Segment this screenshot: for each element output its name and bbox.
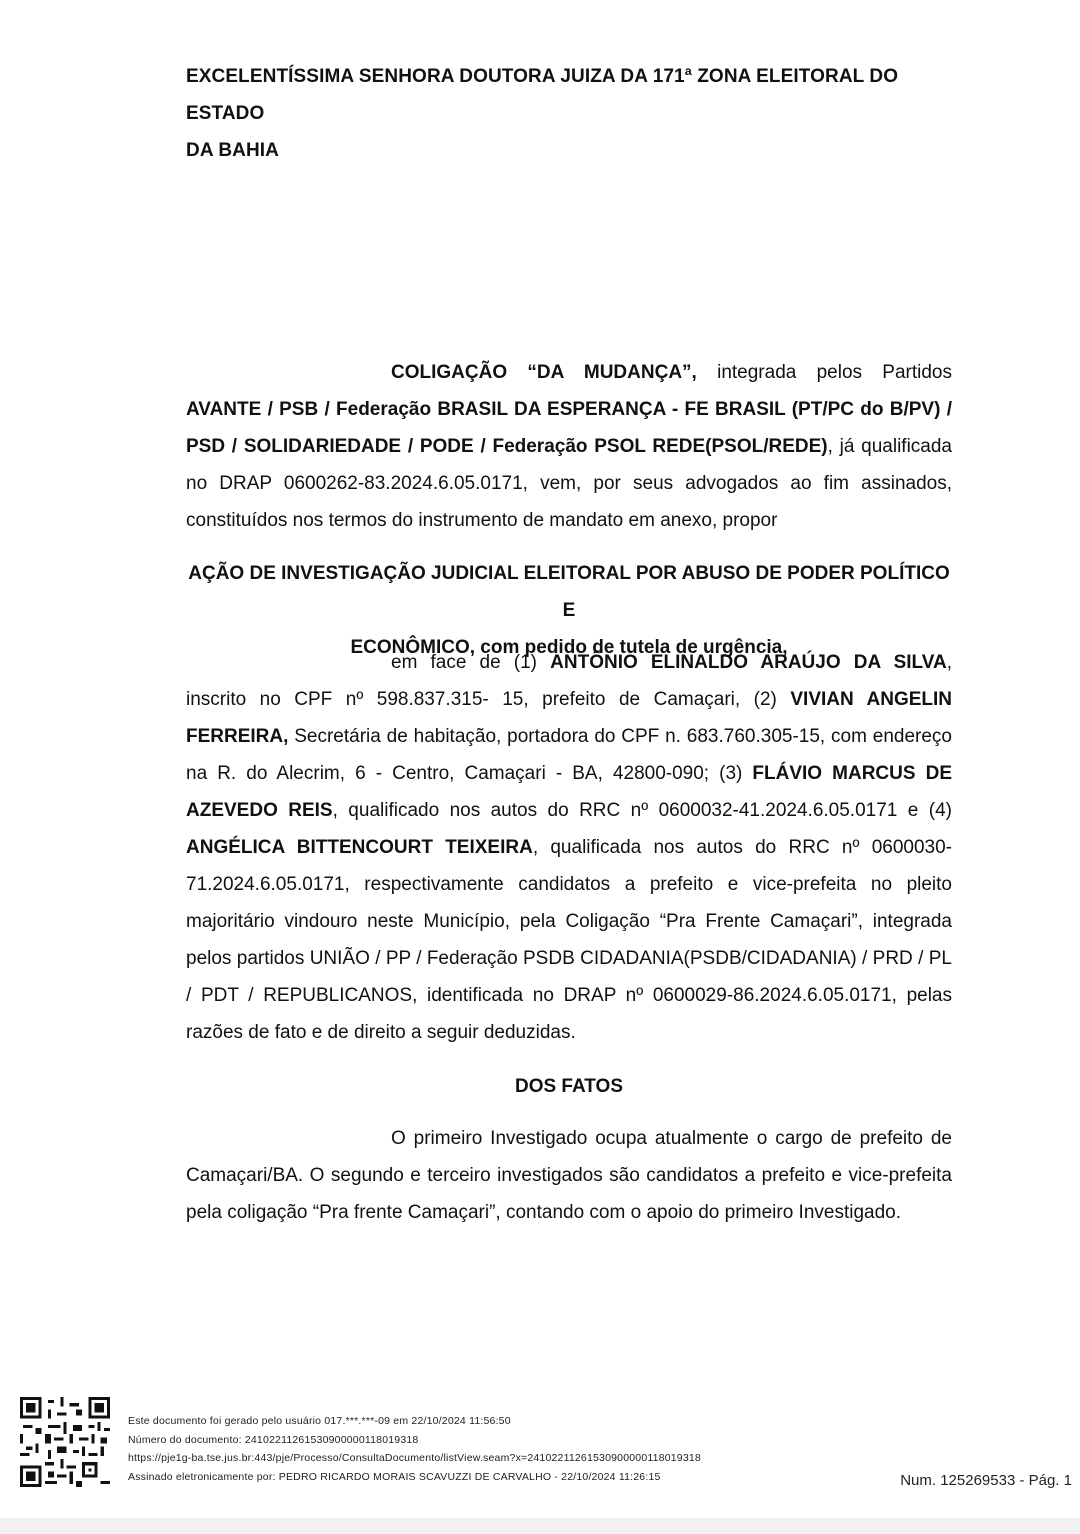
defendants-text-5: , qualificada nos autos do RRC nº 0600030-71.2024.6.05.0171, respectivamente candidatos a prefeito e vice-prefeita no pleito majoritário vindouro neste Município, pela Coligação “Pra Frente Camaçari”, integrada pelos partidos UNIÃO / PP / Federação PSDB CIDADANIA(PSDB/CIDADANIA) / PRD / PL / PDT / REPUBLICANOS, identificada no DRAP nº 0600029-86.2024.6.05.0171, pelas razões de fato e de direito a seguir deduzidas.: [186, 837, 952, 1043]
intro-text-1: integrada pelos Partidos: [696, 362, 952, 383]
defendant-name-4: ANGÉLICA BITTENCOURT TEIXEIRA: [186, 837, 533, 858]
section-title: DOS FATOS: [514, 1076, 624, 1097]
intro-text-2: , já qualificada no DRAP 0600262-83.2024.6.05.0171, vem, por seus advogados ao fim assinados, constituídos nos termos do instrumento de mandato em anexo, propor: [186, 436, 952, 531]
action-title-line-1: AÇÃO DE INVESTIGAÇÃO JUDICIAL ELEITORAL POR ABUSO DE PODER POLÍTICO E: [188, 563, 950, 621]
defendants-text-3: Secretária de habitação, portadora do CPF n. 683.760.305-15, com endereço na R. do Alecrim, 6 - Centro, Camaçari - BA, 42800-090; (3): [186, 726, 952, 784]
footer-document-url[interactable]: https://pje1g-ba.tse.jus.br:443/pje/Processo/ConsultaDocumento/listView.seam?x=24102211261530900000118019318: [128, 1452, 701, 1464]
action-title-line-2: ECONÔMICO, com pedido de tutela de urgência,: [350, 637, 788, 658]
coalition-name: COLIGAÇÃO “DA MUDANÇA”,: [391, 362, 697, 383]
page-number: Num. 125269533 - Pág. 1: [900, 1472, 1072, 1489]
intro-paragraph: [186, 354, 952, 539]
header-line-2: DA BAHIA: [186, 140, 279, 161]
document-header: [186, 58, 952, 169]
defendants-text-4: , qualificado nos autos do RRC nº 0600032-41.2024.6.05.0171 e (4): [332, 800, 952, 821]
footer-document-number: Número do documento: 24102211261530900000118019318: [128, 1433, 419, 1446]
footer-signature: Assinado eletronicamente por: PEDRO RICARDO MORAIS SCAVUZZI DE CARVALHO - 22/10/2024 11:26:15: [128, 1470, 661, 1483]
qr-code-icon: [20, 1397, 110, 1487]
defendant-name-2: VIVIAN ANGELIN FERREIRA,: [186, 689, 952, 747]
page-bottom-band: [0, 1518, 1080, 1534]
facts-paragraph: [186, 1120, 952, 1231]
coalition-parties: AVANTE / PSB / Federação BRASIL DA ESPERANÇA - FE BRASIL (PT/PC do B/PV) / PSD / SOLIDARIEDADE / PODE / Federação PSOL REDE(PSOL/REDE): [186, 399, 952, 457]
defendant-name-1: ANTÔNIO ELINALDO ARAÚJO DA SILVA: [550, 652, 947, 673]
footer-generated-by: Este documento foi gerado pelo usuário 017.***.***-09 em 22/10/2024 11:56:50: [128, 1415, 511, 1427]
defendants-paragraph: [186, 644, 952, 1051]
defendant-name-3: FLÁVIO MARCUS DE AZEVEDO REIS: [186, 763, 952, 821]
header-line-1: EXCELENTÍSSIMA SENHORA DOUTORA JUIZA DA 171ª ZONA ELEITORAL DO ESTADO: [186, 66, 899, 124]
defendants-text-1: em face de (1): [391, 652, 551, 673]
defendants-text-2: , inscrito no CPF nº 598.837.315- 15, prefeito de Camaçari, (2): [186, 652, 952, 710]
facts-text: O primeiro Investigado ocupa atualmente o cargo de prefeito de Camaçari/BA. O segundo e terceiro investigados são candidatos a prefeito e vice-prefeita pela coligação “Pra frente Camaçari”, contando com o apoio do primeiro Investigado.: [186, 1128, 952, 1223]
document-footer: [128, 1412, 701, 1486]
